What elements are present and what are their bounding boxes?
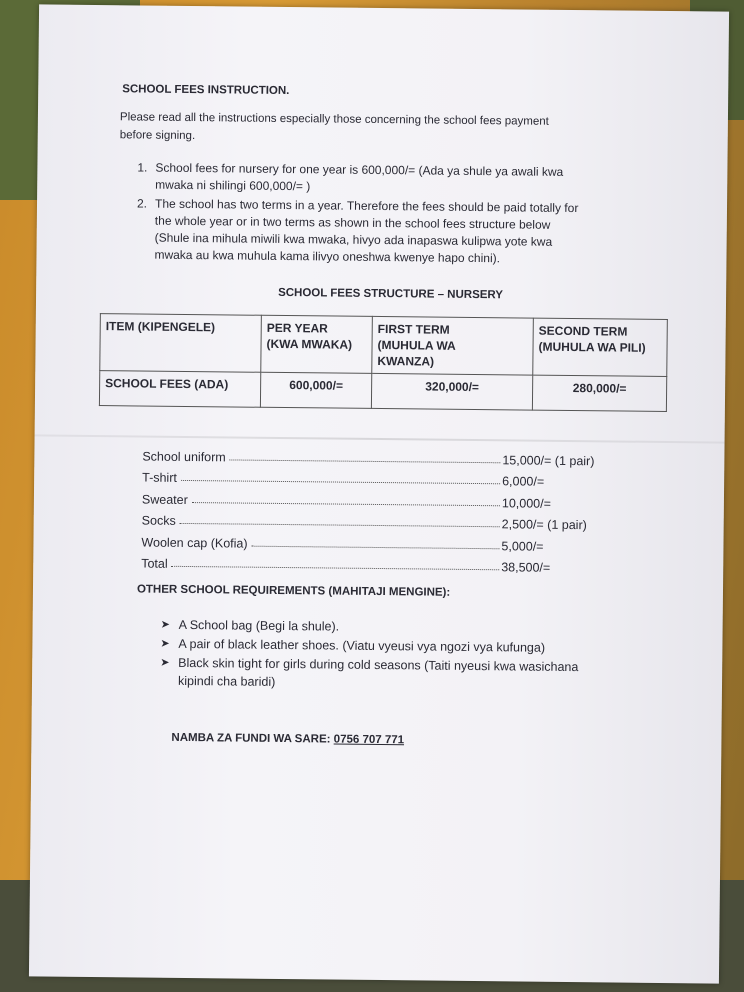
requirements-list: [160, 616, 631, 696]
instruction-number: 1.: [137, 160, 148, 175]
requirement-line: kipindi cha baridi): [177, 673, 276, 689]
item-name: T-shirt: [142, 470, 177, 485]
uniform-price-list: [141, 442, 612, 576]
item-price: 15,000/= (1 pair): [502, 452, 595, 468]
instruction-2: [136, 196, 655, 269]
structure-title: SCHOOL FEES STRUCTURE – NURSERY: [278, 286, 504, 302]
other-requirements-title: OTHER SCHOOL REQUIREMENTS (MAHITAJI MENGINE):: [136, 583, 451, 599]
requirement-line: A School bag (Begi la shule).: [178, 617, 340, 634]
table-header-cell: [372, 316, 534, 375]
table-cell: 280,000/=: [532, 375, 666, 411]
item-price: 38,500/=: [501, 560, 551, 575]
item-price: 5,000/=: [501, 538, 544, 554]
dot-leader: [192, 502, 500, 506]
instruction-line: mwaka au kwa muhula kama ilivyo oneshwa kwenye hapo chini).: [154, 247, 501, 266]
table-cell: 320,000/=: [371, 373, 532, 410]
table-row: [99, 371, 666, 412]
table-cell: 600,000/=: [260, 372, 371, 408]
item-name: Total: [141, 556, 168, 571]
instruction-line: (Shule ina mihula miwili kwa mwaka, hivyo ada inapaswa kulipwa yote kwa: [154, 230, 553, 249]
header-line: (MUHULA WA PILI): [538, 339, 646, 355]
instruction-number: 2.: [136, 196, 148, 211]
header-line: (KWA MWAKA): [266, 336, 353, 352]
header-line: KWANZA): [377, 353, 435, 369]
table-header-cell: [261, 315, 373, 373]
item-price: 6,000/=: [502, 474, 545, 489]
requirement-line: Black skin tight for girls during cold seasons (Taiti nyeusi kwa wasichana: [178, 655, 579, 675]
instruction-line: the whole year or in two terms as shown in the school fees structure below: [154, 213, 551, 232]
list-item: [160, 654, 630, 695]
item-price: 10,000/=: [501, 495, 552, 511]
dot-leader: [252, 545, 500, 549]
tailor-contact: [171, 730, 404, 749]
dot-leader: [181, 480, 500, 484]
header-line: SECOND TERM: [538, 323, 628, 339]
arrow-bullet-icon: ➤: [160, 637, 170, 650]
instruction-line: School fees for nursery for one year is 600,000/= (Ada ya shule ya awali kwa: [155, 160, 564, 179]
dot-leader: [172, 566, 500, 570]
dot-leader: [230, 459, 501, 463]
tailor-phone: 0756 707 771: [333, 733, 405, 747]
intro-line-1: Please read all the instructions especially those concerning the school fees payment: [119, 111, 549, 128]
item-name: Woolen cap (Kofia): [141, 535, 248, 551]
arrow-bullet-icon: ➤: [160, 656, 170, 669]
item-name: Sweater: [141, 492, 188, 507]
item-name: School uniform: [142, 449, 226, 464]
arrow-bullet-icon: ➤: [160, 618, 170, 631]
header-line: (MUHULA WA: [377, 337, 456, 353]
table-header-cell: [100, 314, 262, 373]
document-heading: SCHOOL FEES INSTRUCTION.: [122, 83, 290, 98]
table-header-cell: [533, 318, 668, 376]
instruction-line: mwaka ni shilingi 600,000/= ): [155, 177, 311, 194]
requirement-line: A pair of black leather shoes. (Viatu vyeusi vya ngozi vya kufunga): [178, 636, 546, 655]
instruction-1: [137, 160, 655, 199]
header-line: ITEM (KIPENGELE): [105, 319, 216, 335]
item-price: 2,500/= (1 pair): [501, 517, 587, 533]
tailor-label: NAMBA ZA FUNDI WA SARE:: [171, 731, 331, 746]
table-header-row: [100, 314, 668, 377]
paper-sheet: [29, 4, 729, 983]
intro-line-2: before signing.: [119, 129, 196, 143]
header-line: PER YEAR: [266, 320, 328, 336]
table-cell: SCHOOL FEES (ADA): [99, 371, 260, 408]
paper-fold: [35, 434, 725, 443]
item-name: Socks: [141, 513, 176, 528]
fee-structure-table: [99, 313, 668, 412]
instruction-line: The school has two terms in a year. Therefore the fees should be paid totally for: [154, 196, 579, 216]
dot-leader: [180, 523, 500, 527]
header-line: FIRST TERM: [377, 321, 450, 337]
